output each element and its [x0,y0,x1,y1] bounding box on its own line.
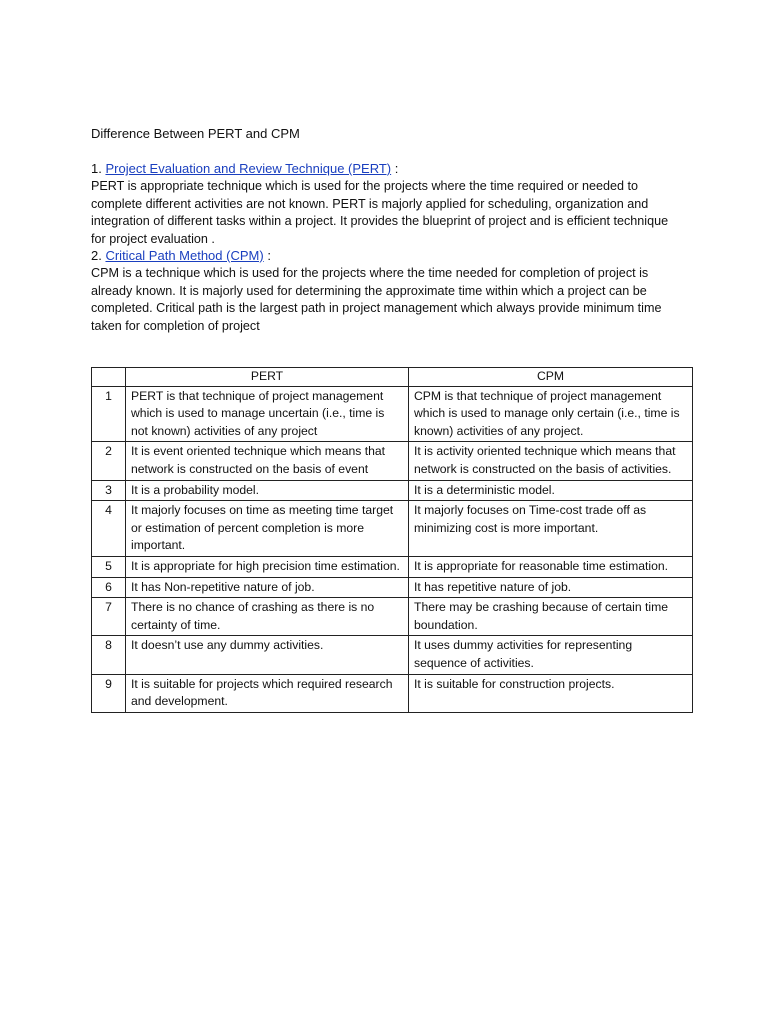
table-row [92,501,693,557]
pert-cell: It is appropriate for high precision time estimation. [126,556,409,577]
pert-cell: It is suitable for projects which required research and development. [126,674,409,712]
comparison-table [91,367,693,713]
table-row [92,577,693,598]
header-number [92,368,126,387]
cpm-cell: It is a deterministic model. [409,480,693,501]
cpm-cell: It is activity oriented technique which means that network is constructed on the basis of activities. [409,442,693,480]
cpm-cell: It majorly focuses on Time-cost trade off as minimizing cost is more important. [409,501,693,557]
row-number: 4 [92,501,126,557]
section-number: 2. [91,248,102,263]
table-row [92,480,693,501]
cpm-cell: It is suitable for construction projects. [409,674,693,712]
pert-cell: It majorly focuses on time as meeting time target or estimation of percent completion is more important. [126,501,409,557]
cpm-cell: It is appropriate for reasonable time estimation. [409,556,693,577]
section-heading-cpm [91,248,271,264]
pert-cell: It is a probability model. [126,480,409,501]
header-cpm: CPM [409,368,693,387]
row-number: 6 [92,577,126,598]
row-number: 1 [92,386,126,442]
cpm-cell: CPM is that technique of project management which is used to manage only certain (i.e., time is known) activities of any project. [409,386,693,442]
table-row [92,386,693,442]
section-suffix: : [267,248,271,263]
pert-cell: It doesn’t use any dummy activities. [126,636,409,674]
table-header-row [92,368,693,387]
row-number: 9 [92,674,126,712]
table-row [92,598,693,636]
pert-cell: It has Non-repetitive nature of job. [126,577,409,598]
cpm-cell: There may be crashing because of certain time boundation. [409,598,693,636]
row-number: 2 [92,442,126,480]
table-row [92,674,693,712]
section-number: 1. [91,161,102,176]
pert-description: PERT is appropriate technique which is used for the projects where the time required or needed to complete different activities are not known. PERT is majorly applied for scheduling, organization and integration of different tasks within a project. It provides the blueprint of project and is efficient technique for project evaluation . [91,179,669,246]
pert-cell: It is event oriented technique which means that network is constructed on the basis of event [126,442,409,480]
section-heading-pert [91,161,398,177]
cpm-description: CPM is a technique which is used for the projects where the time needed for completion of project is already known. It is majorly used for determining the approximate time within which a project can be completed. Critical path is the largest path in project management which always provide minimum time taken for completion of project [91,266,662,333]
cpm-cell: It has repetitive nature of job. [409,577,693,598]
header-pert: PERT [126,368,409,387]
pert-cell: There is no chance of crashing as there is no certainty of time. [126,598,409,636]
cpm-link[interactable]: Critical Path Method (CPM) [105,248,264,263]
cpm-cell: It uses dummy activities for representing sequence of activities. [409,636,693,674]
table-row [92,442,693,480]
page-title: Difference Between PERT and CPM [91,126,300,141]
row-number: 7 [92,598,126,636]
pert-link[interactable]: Project Evaluation and Review Technique (PERT) [105,161,392,176]
section-suffix: : [394,161,399,176]
row-number: 8 [92,636,126,674]
row-number: 3 [92,480,126,501]
row-number: 5 [92,556,126,577]
table-row [92,556,693,577]
table-row [92,636,693,674]
pert-cell: PERT is that technique of project management which is used to manage uncertain (i.e., time is not known) activities of any project [126,386,409,442]
